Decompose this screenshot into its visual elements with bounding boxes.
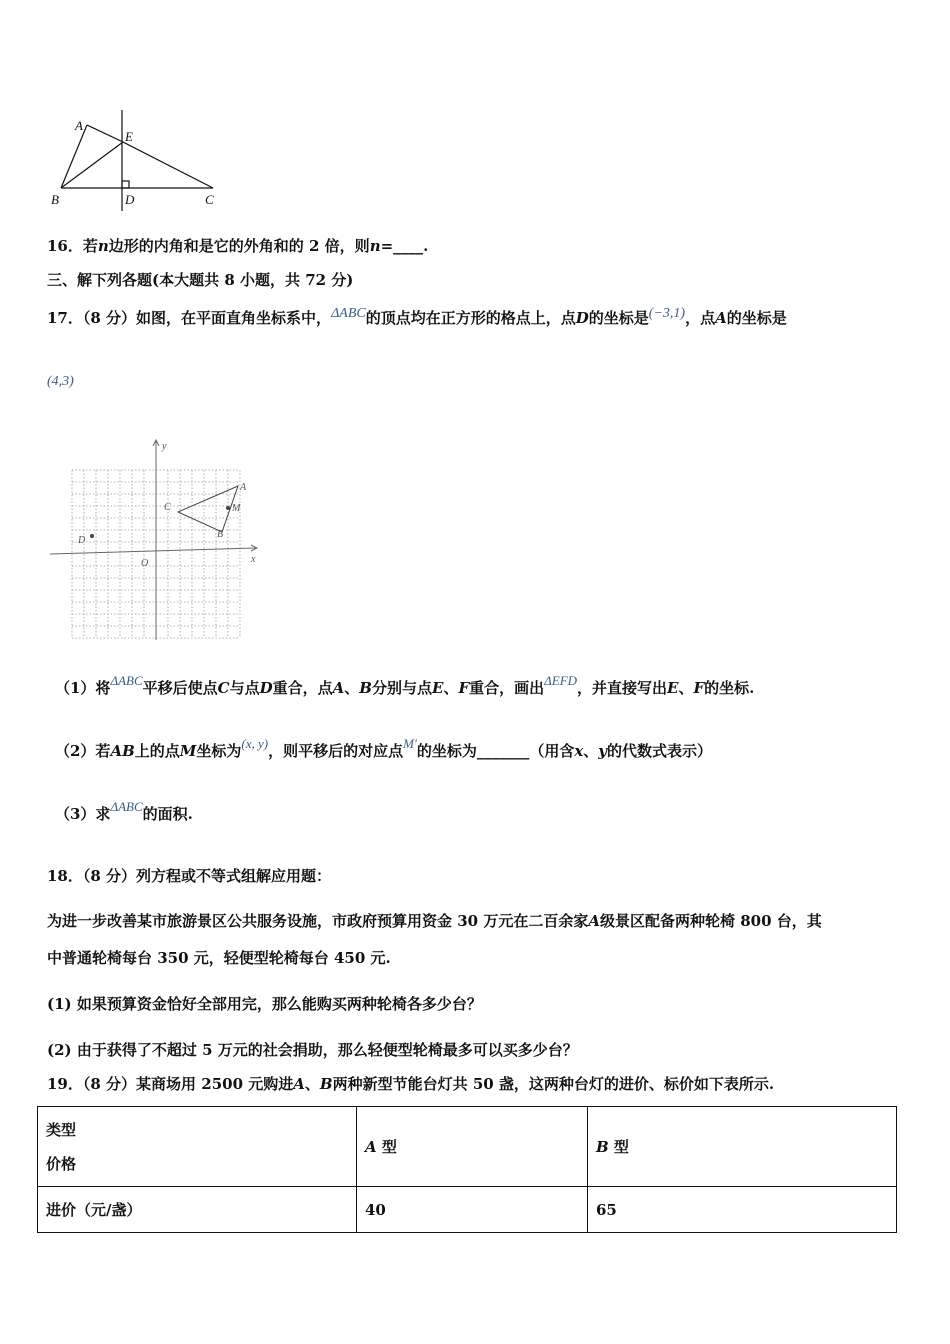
question-18: 18．（8 分）列方程或不等式组解应用题：	[47, 867, 332, 885]
question-17-part-1: （1）将ΔABC平移后使点C与点D重合，点A、B分别与点E、F重合，画出ΔEFD，并直接写出E、F的坐标.	[55, 673, 755, 697]
segment-ec	[123, 142, 213, 188]
table-row	[38, 1187, 897, 1233]
table-header-cell: 类型 价格	[38, 1107, 357, 1187]
question-17-part-3: （3）求ΔABC的面积.	[55, 799, 193, 823]
origin-label: O	[141, 558, 149, 569]
point-label-c: C	[164, 502, 171, 513]
section-heading: 三、解下列各题(本大题共 8 小题，共 72 分)	[47, 271, 354, 289]
table-cell: 40	[357, 1187, 588, 1233]
coordinate-grid-figure	[45, 435, 270, 645]
question-18-body-2: 中普通轮椅每台 350 元，轻便型轮椅每台 450 元.	[47, 949, 391, 967]
label-c: C	[205, 192, 214, 207]
table-header-a: A 型	[357, 1107, 588, 1187]
question-18-body-1: 为进一步改善某市旅游景区公共服务设施，市政府预算用资金 30 万元在二百余家A级景区配备两种轮椅 800 台，其	[47, 912, 822, 930]
axis-label-y: y	[162, 441, 167, 452]
point-label-d: D	[78, 535, 86, 546]
question-18-sub-1: (1) 如果预算资金恰好全部用完，那么能购买两种轮椅各多少台？	[47, 995, 482, 1013]
right-angle-mark	[122, 181, 129, 188]
segment-ae	[87, 125, 123, 142]
point-d	[90, 534, 94, 538]
price-table	[37, 1106, 897, 1233]
question-19: 19．（8 分）某商场用 2500 元购进A、B两种新型节能台灯共 50 盏，这两种台灯的进价、标价如下表所示.	[47, 1075, 775, 1093]
axis-label-x: x	[251, 554, 256, 565]
label-a: A	[75, 118, 83, 133]
point-label-a: A	[240, 482, 247, 493]
table-cell: 进价（元/盏）	[38, 1187, 357, 1233]
question-17-a-coord: (4,3)	[47, 374, 74, 389]
point-m	[226, 506, 230, 510]
question-16: 16．若n边形的内角和是它的外角和的 2 倍，则n=____.	[47, 237, 429, 255]
label-d: D	[125, 192, 135, 207]
point-label-b: B	[217, 529, 224, 540]
label-e: E	[125, 129, 133, 144]
label-b: B	[51, 192, 59, 207]
question-18-sub-2: (2) 由于获得了不超过 5 万元的社会捐助，那么轻便型轮椅最多可以买多少台？	[47, 1041, 578, 1059]
question-17: 17．（8 分）如图，在平面直角坐标系中，ΔABC的顶点均在正方形的格点上，点D的坐标是(−3,1)，点A的坐标是	[47, 306, 787, 327]
table-cell: 65	[588, 1187, 897, 1233]
table-row	[38, 1107, 897, 1187]
x-axis	[50, 548, 257, 554]
question-17-part-2: （2）若AB上的点M坐标为(x, y)，则平移后的对应点M′的坐标为_______（用含x、y的代数式表示）	[55, 736, 713, 760]
triangle-figure	[45, 105, 225, 215]
table-header-b: B 型	[588, 1107, 897, 1187]
point-label-m: M	[232, 503, 241, 514]
